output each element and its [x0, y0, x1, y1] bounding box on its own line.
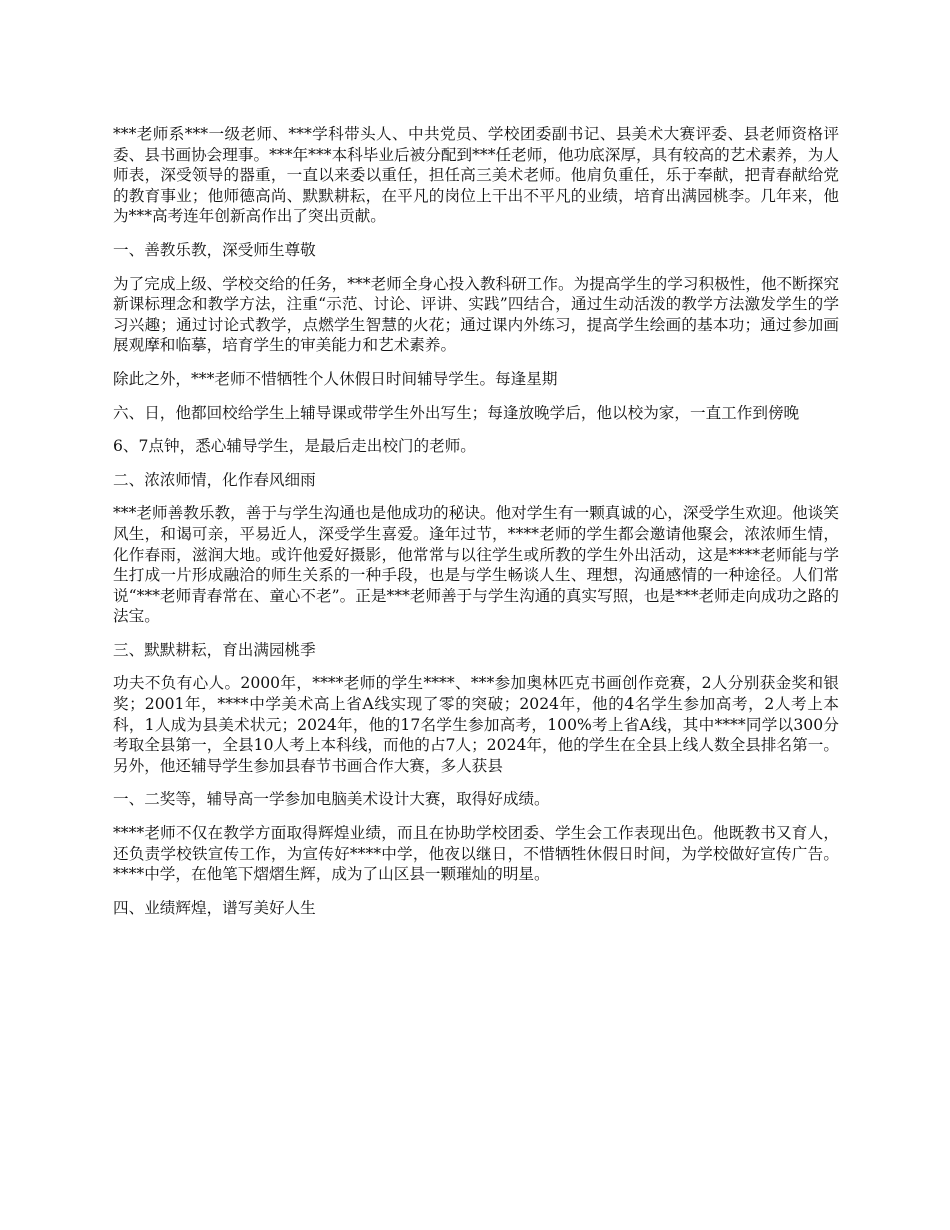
- section-heading-1: 一、善教乐教，深受师生尊敬: [113, 240, 316, 259]
- paragraph-intro: ***老师系***一级老师、***学科带头人、中共党员、学校团委副书记、县美术大赛评委、县老师资格评委、县书画协会理事。***年***本科毕业后被分配到***任老师，他功底深厚，具有较高的艺术素养，为人师表，深受领导的器重，一直以来委以重任，担任高三美术老师。他肩负重任，乐于奉献，把青春献给党的教育事业；他师德高尚、默默耕耘，在平凡的岗位上干出不平凡的业绩，培育出满园桃李。几年来，他为***高考连年创新高作出了突出贡献。: [113, 125, 839, 226]
- section-heading-2: 二、浓浓师情，化作春风细雨: [113, 470, 316, 489]
- paragraph-publicity: ****老师不仅在教学方面取得辉煌业绩，而且在协助学校团委、学生会工作表现出色。他既教书又育人，还负责学校铁宣传工作，为宣传好****中学，他夜以继日，不惜牺牲休假日时间，为学校做好宣传广告。****中学，在他笔下熠熠生辉，成为了山区县一颗璀灿的明星。: [113, 824, 839, 884]
- paragraph-weekends: 六、日，他都回校给学生上辅导课或带学生外出写生；每逢放晚学后，他以校为家，一直工作到傍晚: [113, 403, 800, 422]
- paragraph-achievements: 功夫不负有心人。2000年，****老师的学生****、***参加奥林匹克书画创作竞赛，2人分别获金奖和银奖；2001年，****中学美术高上省A线实现了零的突破；2024年，他的4名学生参加高考，2人考上本科，1人成为县美术状元；2024年，他的17名学生参加高考，100%考上省A线，其中****同学以300分考取全县第一，全县10人考上本科线，而他的占7人；2024年，他的学生在全县上线人数全县排名第一。另外，他还辅导学生参加县春节书画合作大赛，多人获县: [113, 674, 839, 775]
- section-heading-3: 三、默默耕耘，育出满园桃季: [113, 640, 316, 659]
- paragraph-extra-time: 除此之外，***老师不惜牺牲个人休假日时间辅导学生。每逢星期: [113, 369, 558, 388]
- paragraph-awards: 一、二奖等，辅导高一学参加电脑美术设计大赛，取得好成绩。: [113, 790, 550, 809]
- section-heading-4: 四、业绩辉煌，谱写美好人生: [113, 898, 316, 917]
- paragraph-evening: 6、7点钟，悉心辅导学生，是最后走出校门的老师。: [113, 437, 476, 456]
- paragraph-teaching-methods: 为了完成上级、学校交给的任务，***老师全身心投入教科研工作。为提高学生的学习积极性，他不断探究新课标理念和教学方法，注重“示范、讨论、评讲、实践”四结合，通过生动活泼的教学方法激发学生的学习兴趣；通过讨论式教学，点燃学生智慧的火花；通过课内外练习，提高学生绘画的基本功；通过参加画展观摩和临摹，培育学生的审美能力和艺术素养。: [113, 274, 839, 355]
- document-body: [113, 124, 839, 931]
- paragraph-communication: ***老师善教乐教，善于与学生沟通也是他成功的秘诀。他对学生有一颗真诚的心，深受学生欢迎。他谈笑风生，和谒可亲，平易近人，深受学生喜爱。逢年过节，****老师的学生都会邀请他聚会，浓浓师生情，化作春雨，滋润大地。或许他爱好摄影，他常常与以往学生或所教的学生外出活动，这是****老师能与学生打成一片形成融洽的师生关系的一种手段，也是与学生畅谈人生、理想，沟通感情的一种途径。人们常说“***老师青春常在、童心不老”。正是***老师善于与学生沟通的真实写照，也是***老师走向成功之路的法宝。: [113, 504, 839, 626]
